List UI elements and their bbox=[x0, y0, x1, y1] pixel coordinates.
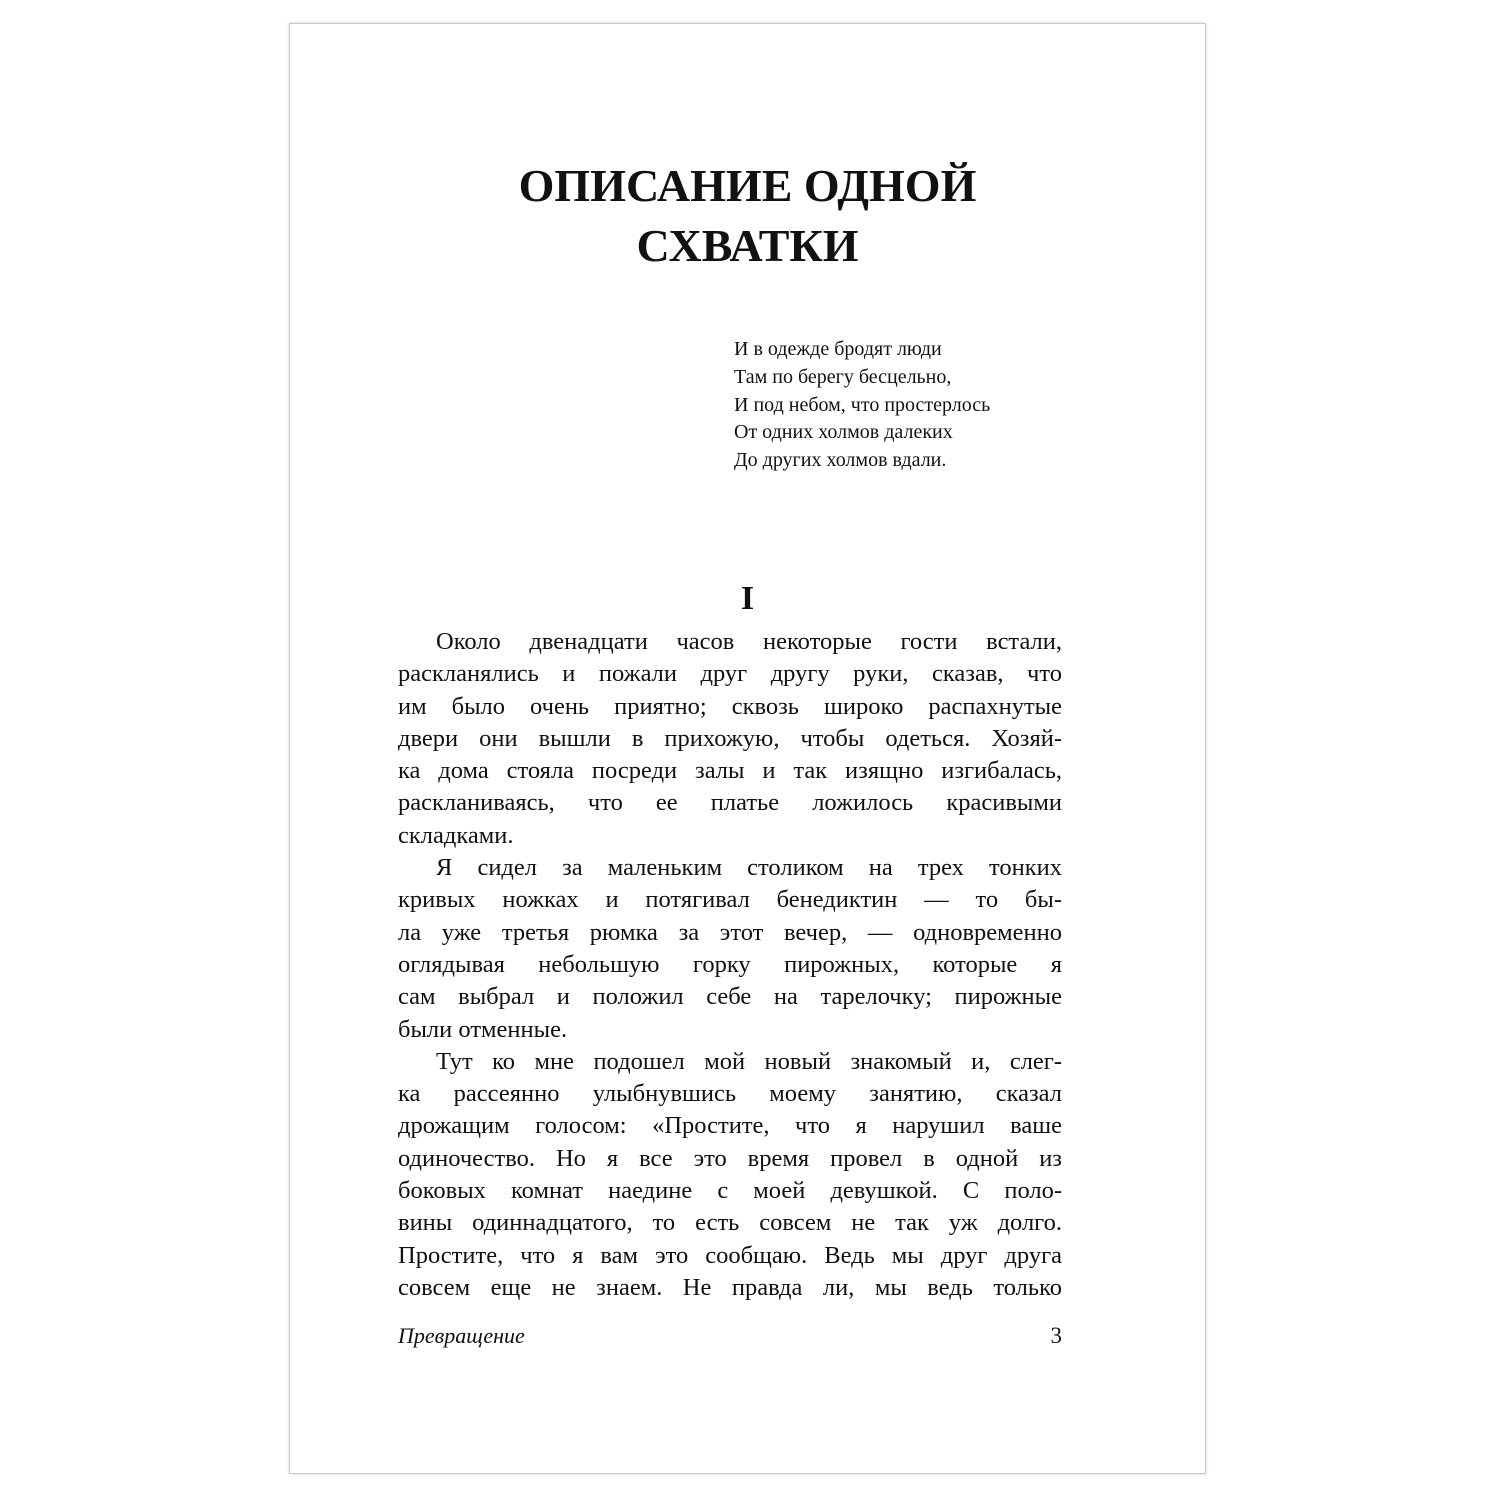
text-line: Простите, что я вам это сообщаю. Ведь мы друг друга bbox=[398, 1241, 1062, 1269]
text-line: ка рассеянно улыбнувшись моему занятию, сказал bbox=[398, 1080, 1062, 1108]
epigraph bbox=[734, 336, 990, 475]
text-line: вины одиннадцатого, то есть совсем не так уж долго. bbox=[398, 1209, 1062, 1237]
paragraph bbox=[398, 1046, 1062, 1304]
title-line: СХВАТКИ bbox=[636, 220, 859, 271]
text-line: складками. bbox=[398, 821, 514, 849]
book-page bbox=[289, 23, 1206, 1474]
text-line: двери они вышли в прихожую, чтобы одеться. Хозяй- bbox=[398, 724, 1062, 752]
text-line: были отменные. bbox=[398, 1015, 568, 1043]
body-text bbox=[398, 626, 1062, 1304]
text-line: ла уже третья рюмка за этот вечер, — одновременно bbox=[398, 918, 1062, 946]
page-title bbox=[290, 156, 1205, 276]
text-line: ка дома стояла посреди залы и так изящно изгибалась, bbox=[398, 757, 1062, 785]
running-title: Превращение bbox=[398, 1323, 525, 1348]
text-line: раскланиваясь, что ее платье ложилось красивыми bbox=[398, 789, 1062, 817]
text-line: Тут ко мне подошел мой новый знакомый и, слег- bbox=[436, 1047, 1062, 1075]
paragraph bbox=[398, 626, 1062, 852]
page-footer bbox=[398, 1321, 1062, 1351]
text-line: кривых ножках и потягивал бенедиктин — то бы- bbox=[398, 886, 1062, 914]
text-line: одиночество. Но я все это время провел в одной из bbox=[398, 1144, 1062, 1172]
text-line: дрожащим голосом: «Простите, что я нарушил ваше bbox=[398, 1112, 1062, 1140]
epigraph-line: И в одежде бродят люди bbox=[734, 338, 942, 360]
text-line: оглядывая небольшую горку пирожных, которые я bbox=[398, 950, 1062, 978]
text-line: раскланялись и пожали друг другу руки, сказав, что bbox=[398, 660, 1062, 688]
text-line: Около двенадцати часов некоторые гости встали, bbox=[436, 628, 1062, 655]
paragraph bbox=[398, 852, 1062, 1046]
text-line: совсем еще не знаем. Не правда ли, мы ведь только bbox=[398, 1273, 1062, 1301]
text-line: Я сидел за маленьким столиком на трех тонких bbox=[436, 854, 1062, 882]
epigraph-line: Там по берегу бесцельно, bbox=[734, 365, 952, 388]
text-line: им было очень приятно; сквозь широко распахнутые bbox=[398, 692, 1062, 720]
text-line: сам выбрал и положил себе на тарелочку; пирожные bbox=[398, 983, 1062, 1011]
chapter-heading: I bbox=[740, 580, 755, 617]
title-line: ОПИСАНИЕ ОДНОЙ bbox=[518, 160, 977, 211]
epigraph-line: До других холмов вдали. bbox=[734, 449, 947, 472]
text-line: боковых комнат наедине с моей девушкой. С поло- bbox=[398, 1177, 1062, 1205]
epigraph-line: От одних холмов далеких bbox=[734, 421, 953, 444]
epigraph-line: И под небом, что простерлось bbox=[734, 393, 991, 416]
page-number: 3 bbox=[1050, 1323, 1062, 1348]
